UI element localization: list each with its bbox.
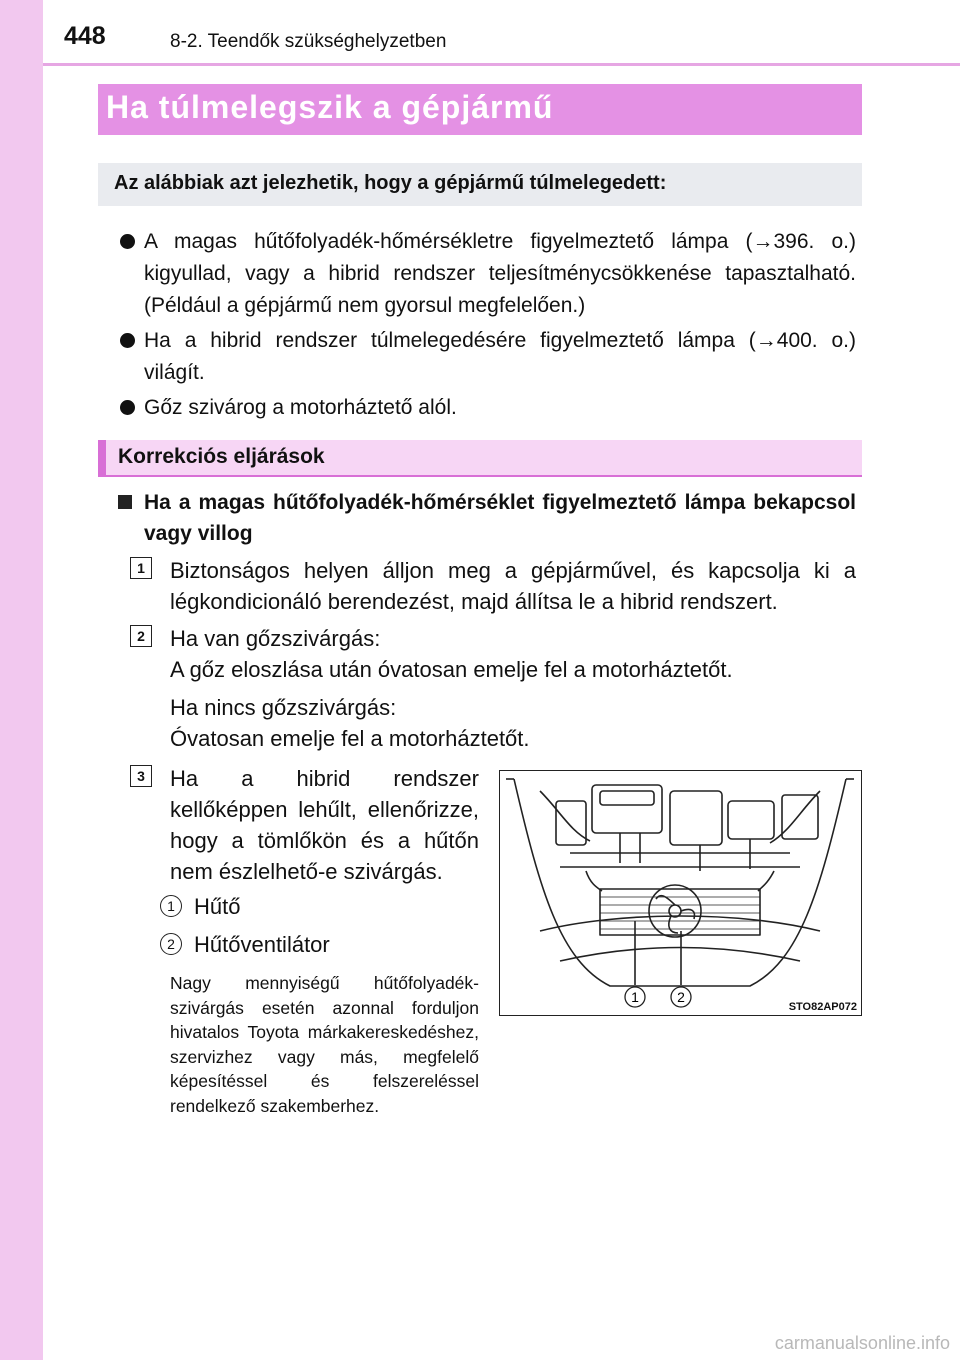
step-badge: 2 [130,625,152,647]
square-bullet-icon [118,495,132,509]
figure-callouts [625,987,691,1007]
list-item: Ha a hibrid rendszer túlmelegedésére figyelmeztető lámpa (→400. o.) világít. [118,325,856,389]
list-item: A magas hűtőfolyadék-hőmérsékletre figyelmeztető lámpa (→396. o.) kigyullad, vagy a hibrid rendszer teljesítménycsökkenése tapasztalható. (Például a gépjármű nem gyorsul megfelelően.) [118,226,856,322]
list-item: Gőz szivárog a motorháztető alól. [118,392,856,424]
section-title: Ha túlmelegszik a gépjármű [98,84,862,135]
correction-heading: Korrekciós eljárások [98,440,862,477]
leak-note: Nagy mennyiségű hűtőfolyadék-szivárgás esetén azonnal forduljon hivatalos Toyota márkakereskedéshez, szervizhez vagy más, megfelelő képesítéssel és felszereléssel rendelkező szakemberhez. [170,973,479,1116]
side-color-strip [0,0,43,1360]
callout-number: 2 [677,989,685,1005]
legend-number: 2 [160,933,182,955]
bullet-icon [120,234,135,249]
step-badge: 1 [130,557,152,579]
step-1-text: Biztonságos helyen álljon meg a gépjárművel, és kapcsolja ki a légkondicionáló berendezést, majd állítsa le a hibrid rendszert. [170,558,856,614]
step-2-line: Ha nincs gőzszivárgás: [170,695,397,720]
watermark: carmanualsonline.info [774,1333,950,1353]
legend-label-radiator: Hűtő [194,894,241,919]
header-rule [43,63,960,66]
step-3-text: Ha a hibrid rendszer kellőképpen lehűlt, ellenőrizze, hogy a tömlőkön és a hűtőn nem észlelhető-e szivárgás. [170,766,479,884]
engine-bay-illustration [499,770,862,1016]
procedure-subheading: Ha a magas hűtőfolyadék-hőmérséklet figyelmeztető lámpa bekapcsol vagy villog [118,487,856,549]
step-2-line: A gőz eloszlása után óvatosan emelje fel a motorháztetőt. [170,657,733,682]
step-2-line: Ha van gőzszivárgás: [170,626,381,651]
bullet-icon [120,400,135,415]
engine-bay-drawing [500,771,860,1014]
legend-number: 1 [160,895,182,917]
signs-list [118,226,856,427]
signs-heading: Az alábbiak azt jelezhetik, hogy a gépjármű túlmelegedett: [98,163,862,206]
figure-code: STO82AP072 [788,1001,857,1013]
chapter-title: 8-2. Teendők szükséghelyzetben [170,31,447,52]
page-number: 448 [64,22,106,50]
step-badge: 3 [130,765,152,787]
legend-label-fan: Hűtőventilátor [194,932,330,957]
bullet-icon [120,333,135,348]
step-2-line: Óvatosan emelje fel a motorháztetőt. [170,726,530,751]
callout-number: 1 [631,989,639,1005]
